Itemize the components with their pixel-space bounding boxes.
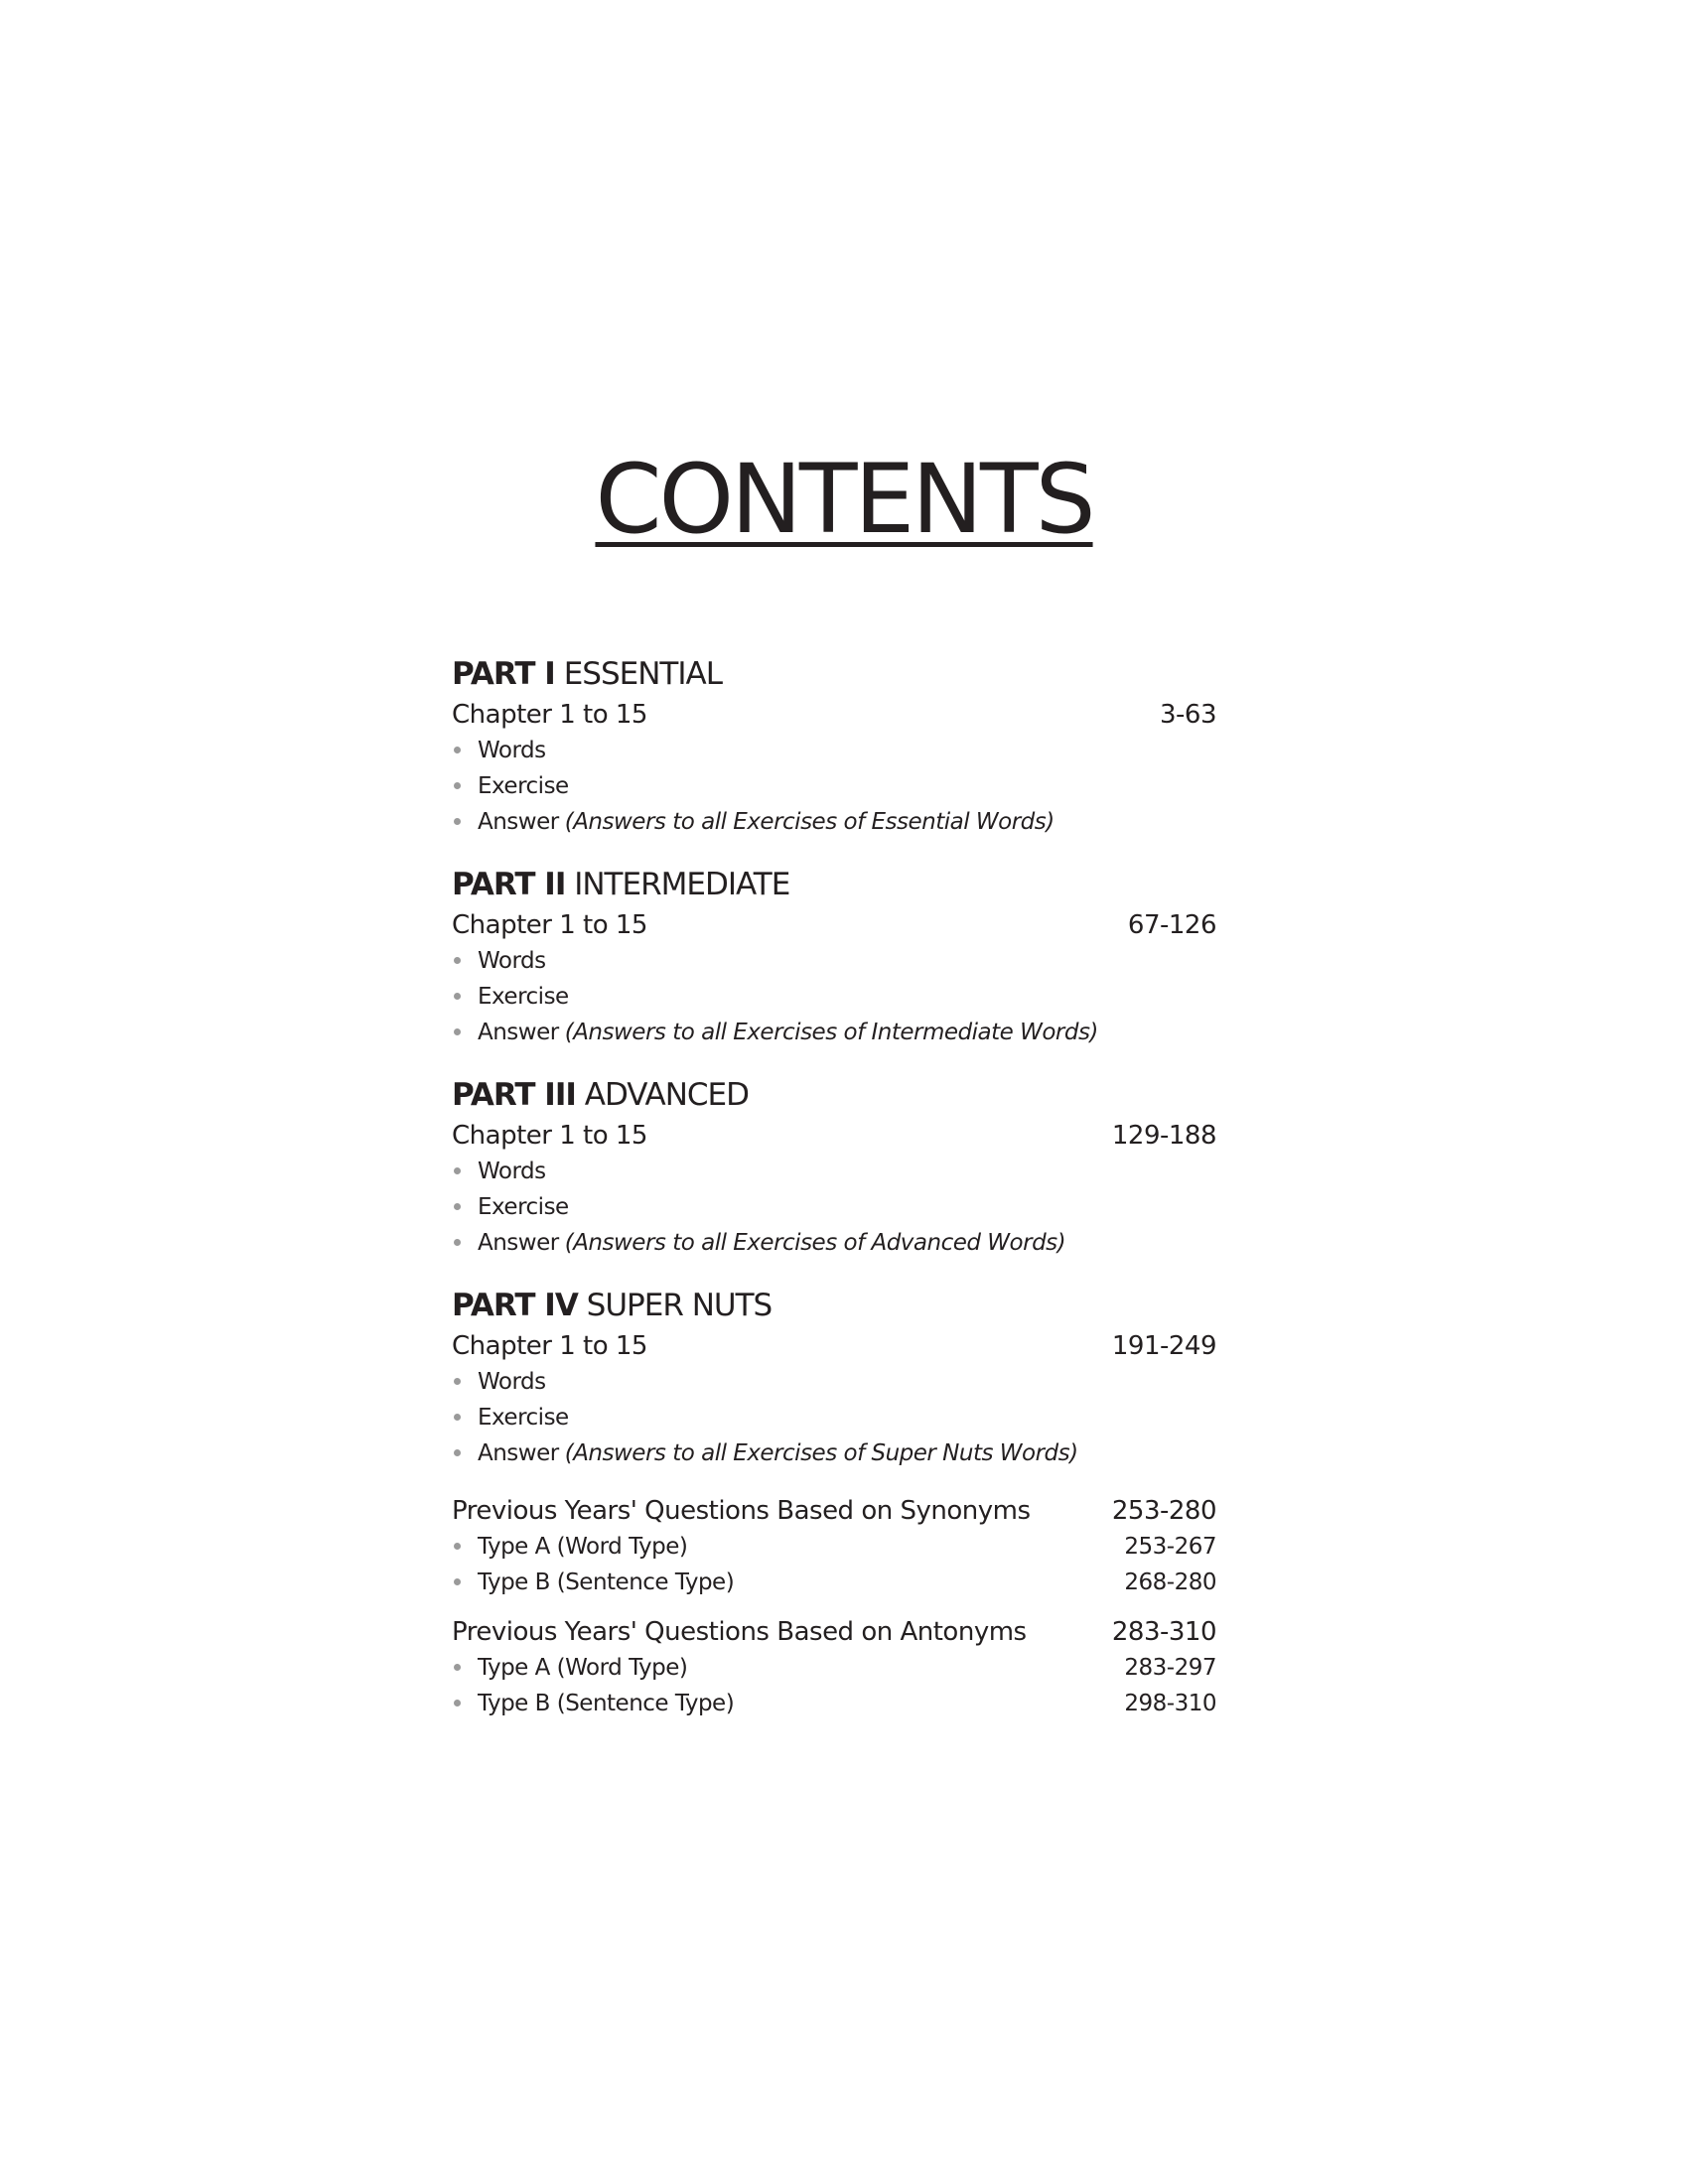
toc-part-3 [452,1072,1216,1261]
list-item-label: Answer [478,809,559,835]
bullet-icon [454,1700,461,1706]
page-range: 298-310 [1124,1691,1216,1716]
list-item [452,1686,1216,1721]
toc-part-2 [452,862,1216,1050]
part-heading [452,1283,1216,1328]
bullet-icon [454,1578,461,1585]
list-item-label: Exercise [478,773,569,799]
bullet-icon [454,1664,461,1671]
part-heading [452,862,1216,907]
bullet-list [452,1529,1216,1600]
toc-synonyms-section [452,1493,1216,1600]
list-item-label: Exercise [478,1405,569,1431]
part-label: PART I [452,656,555,692]
chapter-row [452,1328,1216,1364]
table-of-contents [452,651,1216,1735]
part-label: PART IV [452,1288,578,1323]
chapter-range: Chapter 1 to 15 [452,1331,647,1361]
bullet-icon [454,1543,461,1550]
section-heading-row [452,1493,1216,1529]
list-item [452,804,1216,840]
page-title: CONTENTS [595,444,1093,555]
list-item [452,1154,1216,1189]
list-item-label: Words [478,948,546,974]
list-item-label: Exercise [478,1194,569,1220]
chapter-row [452,1118,1216,1154]
list-item-label: Type B (Sentence Type) [478,1691,735,1716]
bullet-list [452,1154,1216,1261]
list-item-label: Exercise [478,984,569,1010]
bullet-icon [454,957,461,964]
part-name: ESSENTIAL [563,656,722,692]
list-item-label: Words [478,1369,546,1395]
chapter-range: Chapter 1 to 15 [452,700,647,730]
bullet-icon [454,1167,461,1174]
list-item-note: (Answers to all Exercises of Advanced Words) [564,1230,1066,1256]
toc-antonyms-section [452,1614,1216,1721]
list-item-note: (Answers to all Exercises of Intermediate Words) [564,1020,1098,1045]
part-heading [452,651,1216,697]
bullet-icon [454,1378,461,1385]
page-range: 67-126 [1127,910,1216,940]
bullet-icon [454,747,461,753]
page-range: 253-267 [1124,1534,1216,1560]
list-item-label: Type A (Word Type) [478,1534,688,1560]
bullet-icon [454,782,461,789]
list-item [452,1400,1216,1435]
page-range: 283-297 [1124,1655,1216,1681]
bullet-icon [454,1449,461,1456]
list-item [452,1189,1216,1225]
part-label: PART III [452,1077,576,1113]
list-item-label: Words [478,1159,546,1184]
bullet-icon [454,993,461,1000]
bullet-icon [454,1414,461,1421]
list-item [452,768,1216,804]
list-item-label: Words [478,738,546,763]
list-item-label: Answer [478,1020,559,1045]
toc-part-1 [452,651,1216,840]
part-name: ADVANCED [584,1077,750,1113]
section-heading: Previous Years' Questions Based on Antonyms [452,1617,1027,1647]
list-item [452,1565,1216,1600]
part-heading [452,1072,1216,1118]
list-item-label: Type B (Sentence Type) [478,1570,735,1595]
list-item [452,733,1216,768]
chapter-range: Chapter 1 to 15 [452,1121,647,1151]
bullet-list [452,1364,1216,1471]
list-item-label: Answer [478,1230,559,1256]
bullet-icon [454,818,461,825]
chapter-row [452,697,1216,733]
list-item [452,1529,1216,1565]
bullet-icon [454,1239,461,1246]
chapter-range: Chapter 1 to 15 [452,910,647,940]
page-range: 191-249 [1111,1331,1216,1361]
list-item [452,1650,1216,1686]
part-name: SUPER NUTS [586,1288,773,1323]
page-range: 253-280 [1111,1496,1216,1526]
bullet-list [452,733,1216,840]
chapter-row [452,907,1216,943]
part-label: PART II [452,867,566,902]
list-item-note: (Answers to all Exercises of Essential Words) [564,809,1055,835]
list-item-label: Answer [478,1440,559,1466]
bullet-list [452,1650,1216,1721]
page-range: 283-310 [1111,1617,1216,1647]
list-item [452,1225,1216,1261]
section-heading: Previous Years' Questions Based on Synonyms [452,1496,1031,1526]
list-item [452,1435,1216,1471]
page-range: 129-188 [1111,1121,1216,1151]
page-range: 268-280 [1124,1570,1216,1595]
list-item [452,1364,1216,1400]
list-item [452,1015,1216,1050]
part-name: INTERMEDIATE [574,867,790,902]
list-item [452,943,1216,979]
list-item [452,979,1216,1015]
bullet-icon [454,1203,461,1210]
list-item-label: Type A (Word Type) [478,1655,688,1681]
bullet-list [452,943,1216,1050]
bullet-icon [454,1028,461,1035]
toc-part-4 [452,1283,1216,1471]
section-heading-row [452,1614,1216,1650]
list-item-note: (Answers to all Exercises of Super Nuts Words) [564,1440,1078,1466]
page-range: 3-63 [1159,700,1216,730]
